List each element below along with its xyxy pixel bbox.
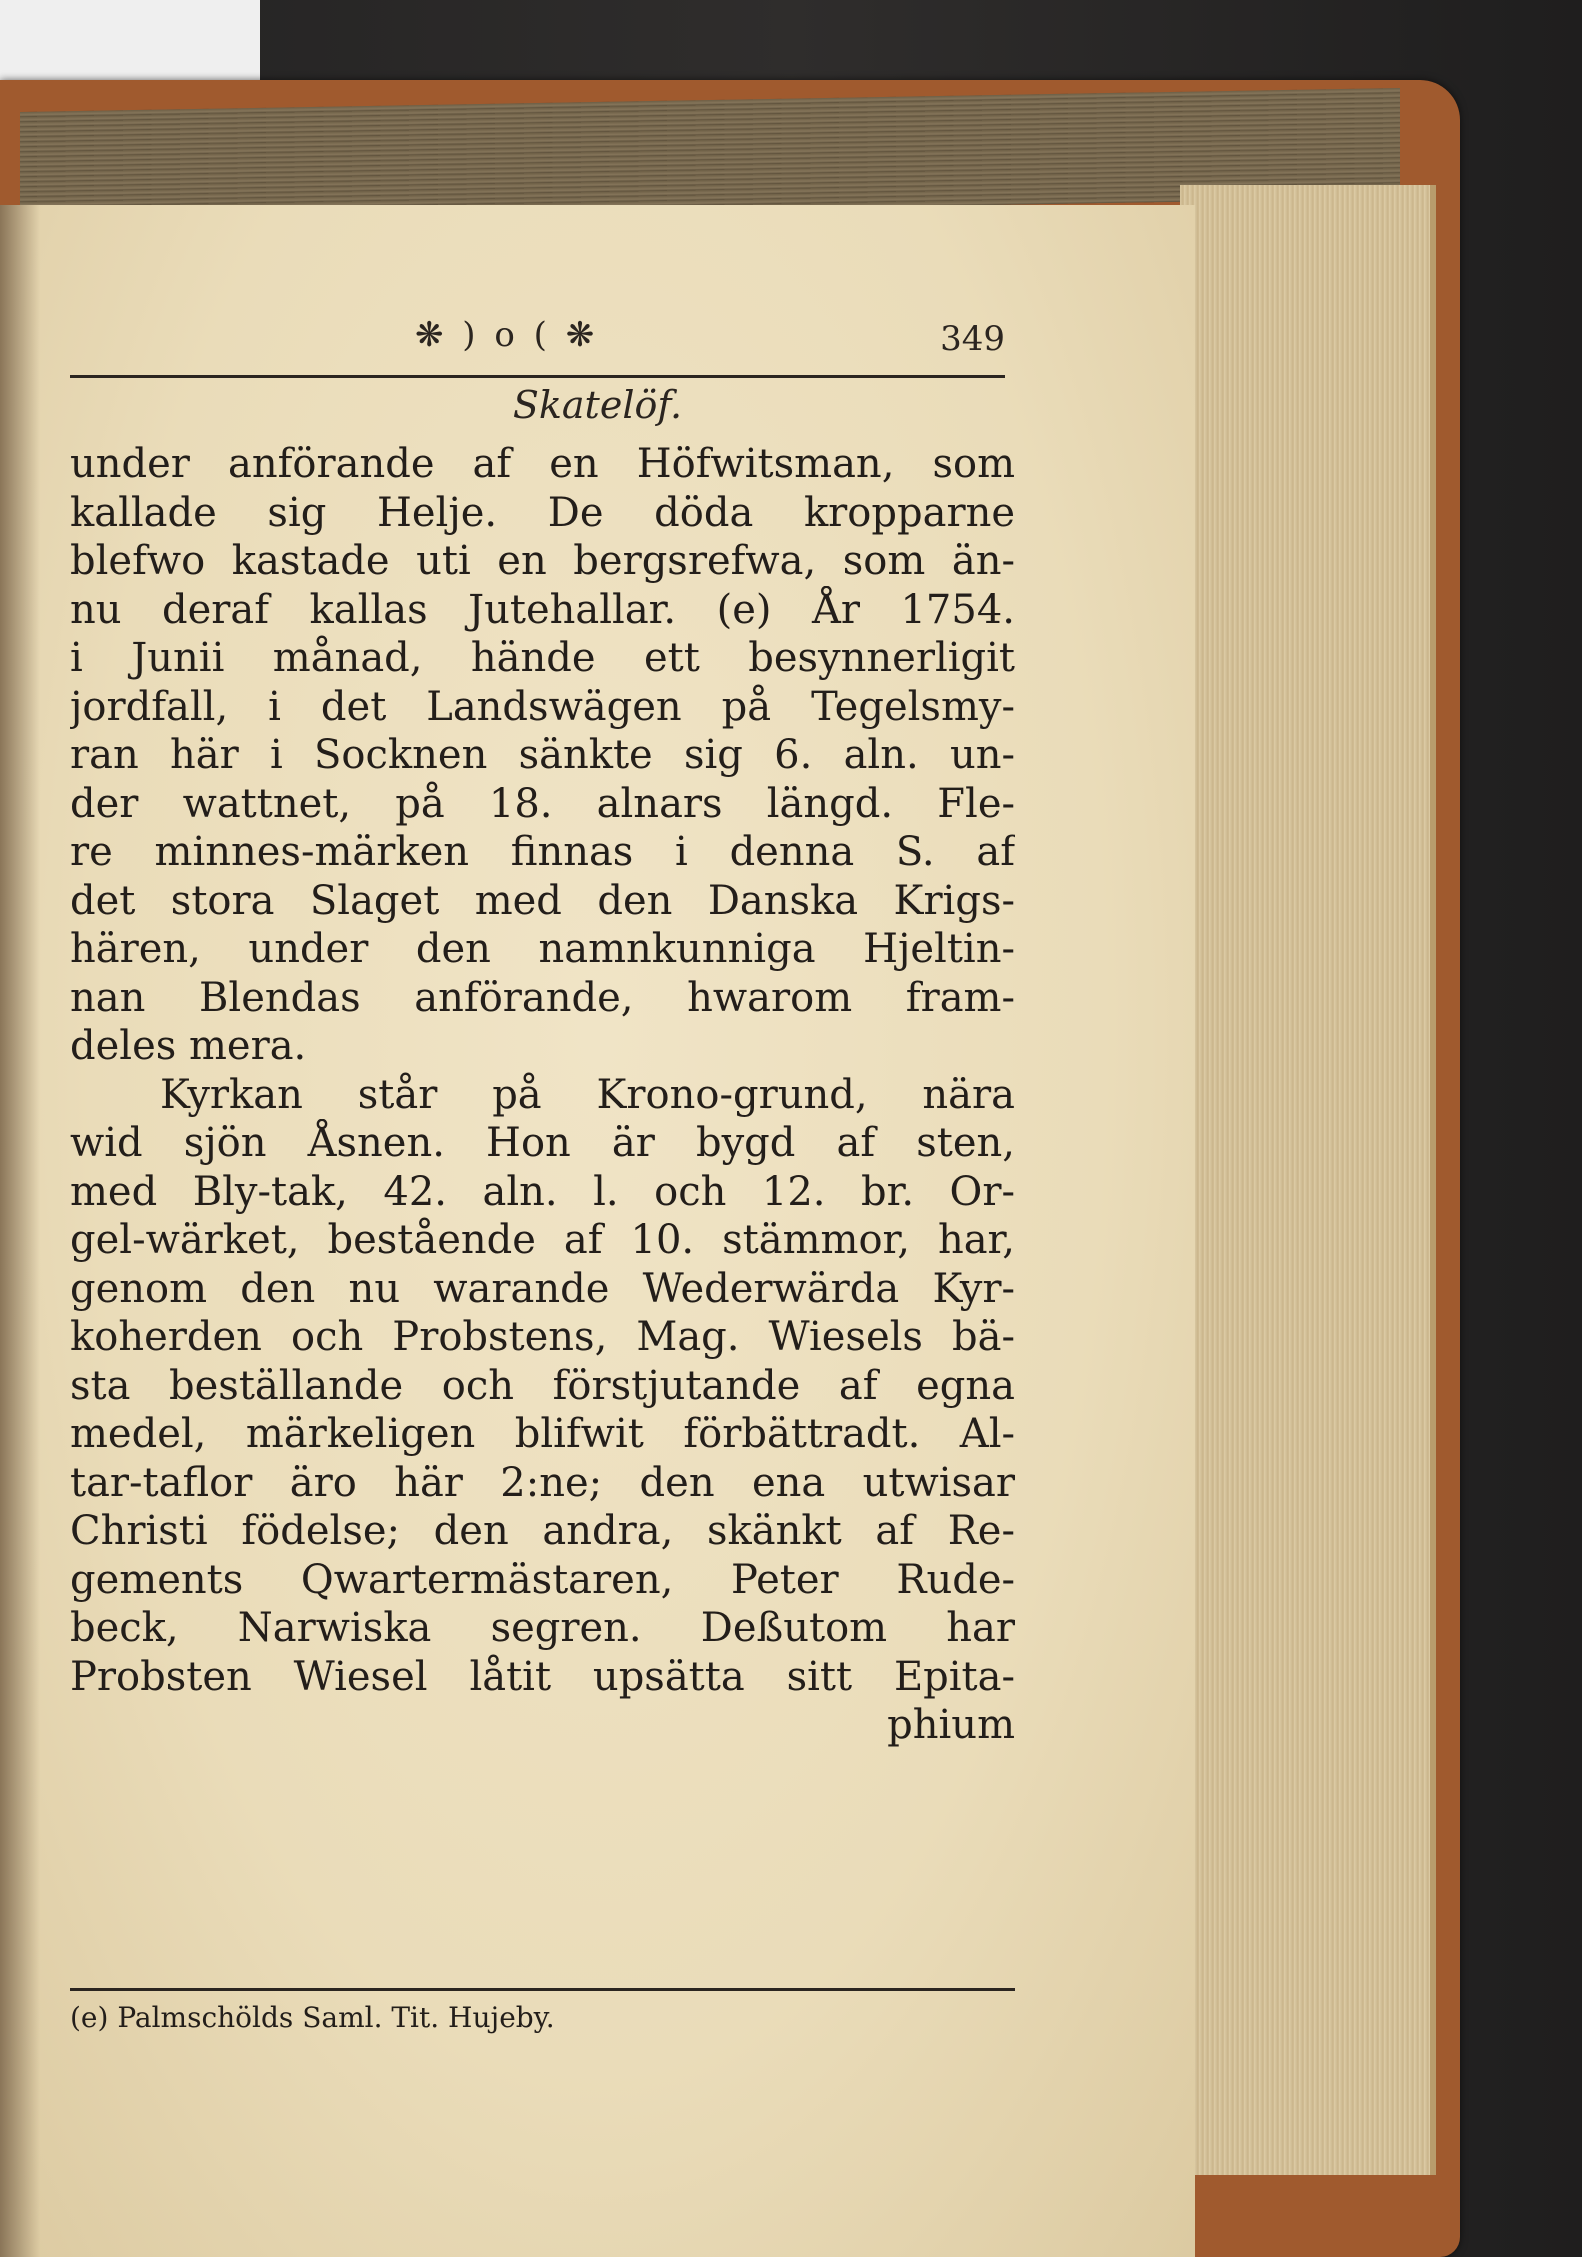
text-line: det stora Slaget med den Danska Krigs- bbox=[70, 877, 1015, 924]
text-line: medel, märkeligen blifwit förbättradt. Al- bbox=[70, 1411, 1015, 1457]
footnote-rule bbox=[70, 1988, 1015, 1991]
book-page bbox=[0, 205, 1195, 2257]
running-title: Skatelöf. bbox=[512, 383, 683, 427]
text-line: nan Blendas anförande, hwarom fram- bbox=[70, 974, 1015, 1021]
text-line: Kyrkan står på Krono-grund, nära bbox=[160, 1071, 1015, 1118]
catchword: phium bbox=[887, 1702, 1015, 1748]
text-line: i Junii månad, hände ett besynnerligit bbox=[70, 635, 1015, 681]
footnote: (e) Palmschölds Saml. Tit. Hujeby. bbox=[70, 2001, 555, 2034]
header-ornament: ❋ ) o ( ❋ bbox=[415, 315, 599, 355]
text-line: tar-taflor äro här 2:ne; den ena utwisar bbox=[70, 1459, 1015, 1506]
page-number: 349 bbox=[940, 319, 1005, 359]
text-line: gel-wärket, bestående af 10. stämmor, har, bbox=[70, 1217, 1015, 1263]
text-line: ran här i Socknen sänkte sig 6. aln. un- bbox=[70, 732, 1015, 778]
text-line: sta beställande och förstjutande af egna bbox=[70, 1362, 1015, 1409]
text-line: nu deraf kallas Jutehallar. (e) År 1754. bbox=[70, 586, 1015, 633]
text-line: gements Qwartermästaren, Peter Rude- bbox=[70, 1556, 1015, 1603]
page-header bbox=[70, 305, 1005, 365]
text-line: kallade sig Helje. De döda kropparne bbox=[70, 489, 1015, 536]
text-line: der wattnet, på 18. alnars längd. Fle- bbox=[70, 780, 1015, 827]
text-line: re minnes-märken finnas i denna S. af bbox=[70, 829, 1015, 875]
text-line: deles mera. bbox=[70, 1023, 307, 1069]
text-line: jordfall, i det Landswägen på Tegelsmy- bbox=[70, 683, 1015, 730]
text-line: under anförande af en Höfwitsman, som bbox=[70, 441, 1015, 487]
text-line: med Bly-tak, 42. aln. l. och 12. br. Or- bbox=[70, 1168, 1015, 1215]
text-line: koherden och Probstens, Mag. Wiesels bä- bbox=[70, 1314, 1015, 1360]
body-text bbox=[70, 440, 1015, 1750]
header-rule bbox=[70, 375, 1005, 378]
text-line: Christi födelse; den andra, skänkt af Re- bbox=[70, 1508, 1015, 1554]
text-line: genom den nu warande Wederwärda Kyr- bbox=[70, 1265, 1015, 1312]
text-line: beck, Narwiska segren. Deßutom har bbox=[70, 1605, 1015, 1651]
text-line: wid sjön Åsnen. Hon är bygd af sten, bbox=[70, 1120, 1015, 1166]
page-edges-right bbox=[1180, 185, 1436, 2175]
text-line: hären, under den namnkunniga Hjeltin- bbox=[70, 926, 1015, 972]
text-line: blefwo kastade uti en bergsrefwa, som än- bbox=[70, 538, 1015, 584]
text-line: Probsten Wiesel låtit upsätta sitt Epita- bbox=[70, 1653, 1015, 1700]
